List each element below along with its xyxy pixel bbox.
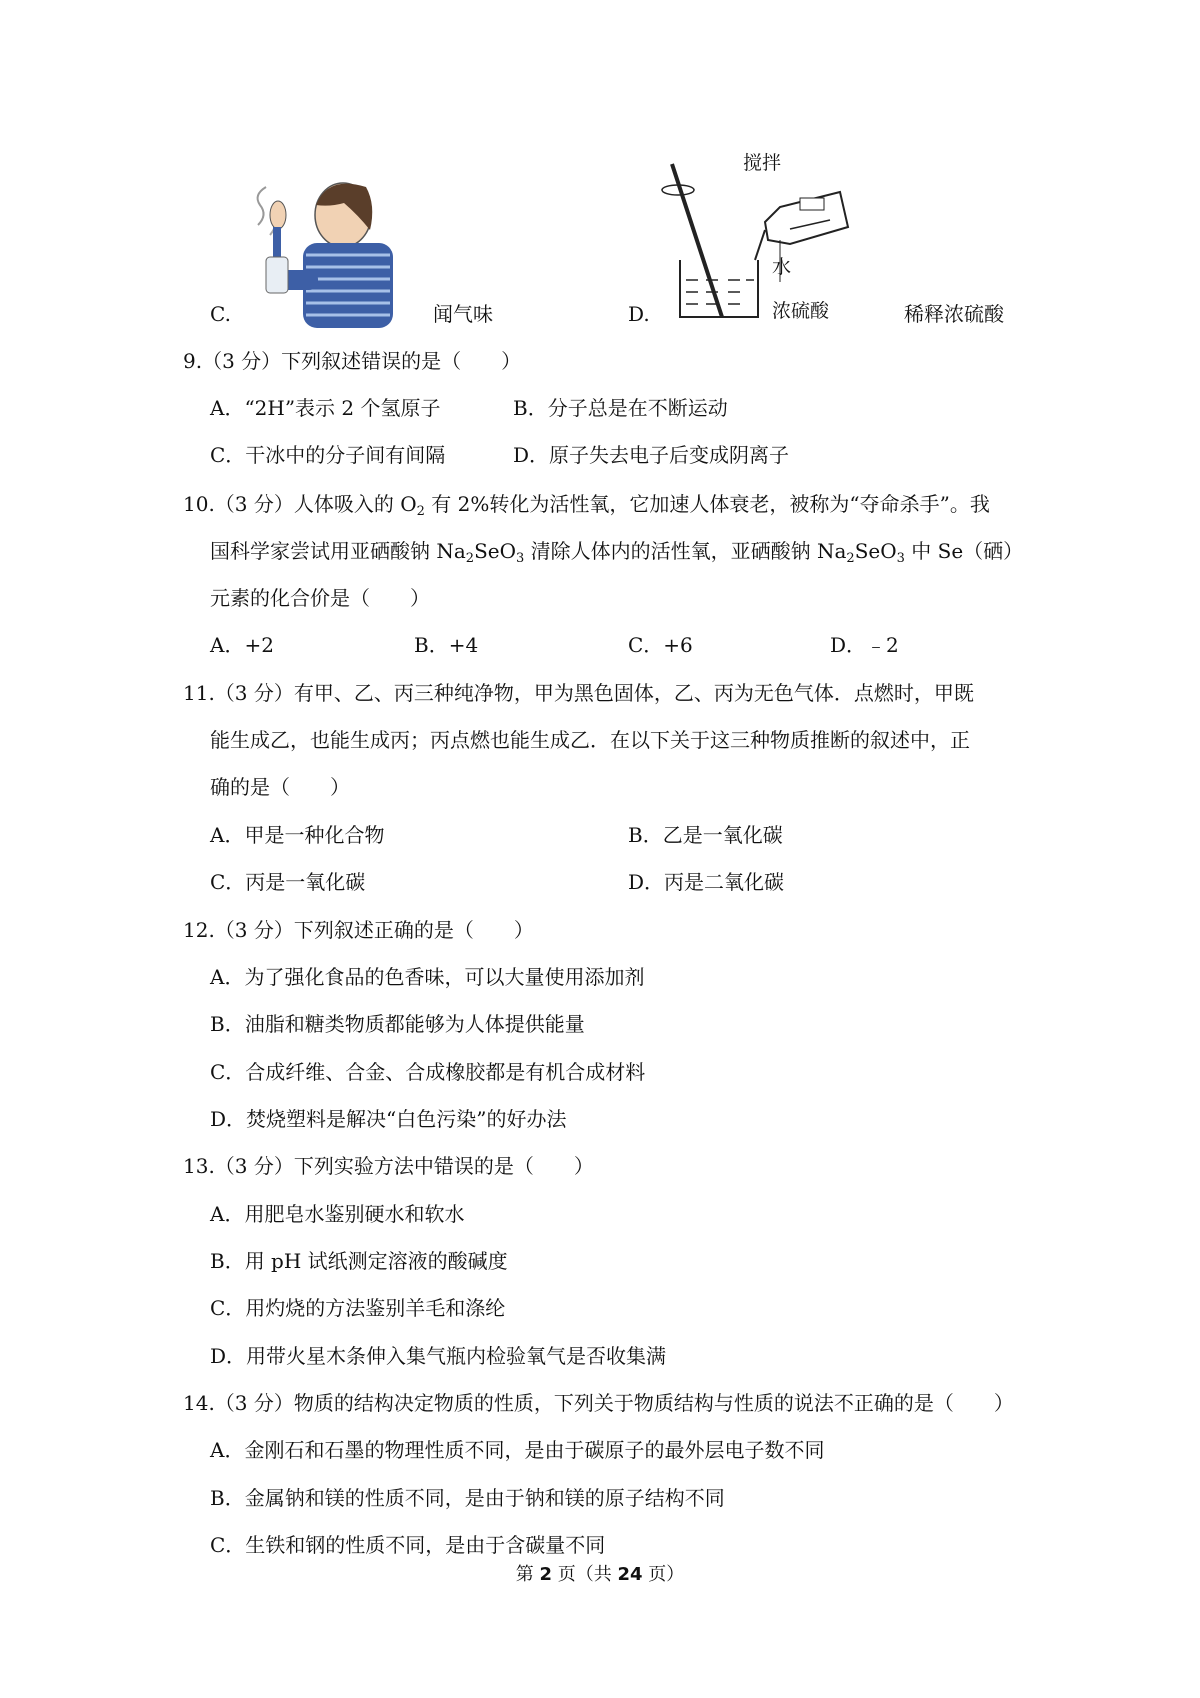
page-total: 24: [617, 1564, 643, 1585]
q14-option-b: B．金属钠和镁的性质不同，是由于钠和镁的原子结构不同: [210, 1486, 725, 1510]
q12-option-c: C．合成纤维、合金、合成橡胶都是有机合成材料: [210, 1060, 646, 1084]
q12-option-b: B．油脂和糖类物质都能够为人体提供能量: [210, 1012, 585, 1036]
q10-line-2: 国科学家尝试用亚硒酸钠 $Na_2SeO_3$ 清除人体内的活性氧，亚硒酸钠 $Na_2SeO_3$ 中 Se（硒）: [210, 539, 1024, 566]
q12-option-a: A．为了强化食品的色香味，可以大量使用添加剂: [210, 965, 645, 989]
bottle-label: [800, 198, 824, 210]
q13-option-c: C．用灼烧的方法鉴别羊毛和涤纶: [210, 1296, 506, 1320]
q11-line-2: 能生成乙，也能生成丙；丙点燃也能生成乙．在以下关于这三种物质推断的叙述中，正: [210, 728, 970, 752]
q14-option-a: A．金刚石和石墨的物理性质不同，是由于碳原子的最外层电子数不同: [210, 1438, 825, 1462]
bottle-shape: [266, 257, 288, 293]
q9-option-b: B．分子总是在不断运动: [513, 396, 728, 420]
q10-line-1: 10.（3 分）人体吸入的 $O_2$ 有 2%转化为活性氧，它加速人体衰老，被称为“夺命杀手”。我: [183, 492, 990, 519]
waving-hand: [270, 201, 286, 229]
stir-label: 搅拌: [743, 152, 782, 174]
fume-line-1: [258, 187, 266, 225]
q11-option-d: D．丙是二氧化碳: [628, 870, 785, 894]
pour-stream: [755, 230, 765, 260]
q14-stem: 14.（3 分）物质的结构决定物质的性质，下列关于物质结构与性质的说法不正确的是（ ）: [183, 1391, 1014, 1415]
q11-line-1: 11.（3 分）有甲、乙、丙三种纯净物，甲为黑色固体，乙、丙为无色气体．点燃时，甲既: [183, 681, 974, 705]
page-number: 2: [539, 1564, 552, 1585]
water-label: 水: [772, 256, 792, 278]
acid-label: 浓硫酸: [772, 300, 830, 322]
q10-option-a: A．+2: [210, 633, 274, 657]
q13-option-d: D．用带火星木条伸入集气瓶内检验氧气是否收集满: [210, 1344, 667, 1368]
q10-option-c: C．+6: [628, 633, 693, 657]
q9-option-c: C．干冰中的分子间有间隔: [210, 443, 446, 467]
smelling-figure: [248, 175, 398, 330]
q12-stem: 12.（3 分）下列叙述正确的是（ ）: [183, 918, 534, 942]
q13-option-b: B．用 pH 试纸测定溶液的酸碱度: [210, 1249, 508, 1273]
q10-option-b: B．+4: [414, 633, 479, 657]
q9-stem: 9.（3 分）下列叙述错误的是（ ）: [183, 349, 522, 373]
q11-line-3: 确的是（ ）: [210, 775, 350, 799]
q9-option-a: A．“2H”表示 2 个氢原子: [210, 396, 441, 420]
q13-stem: 13.（3 分）下列实验方法中错误的是（ ）: [183, 1154, 594, 1178]
q11-option-a: A．甲是一种化合物: [210, 823, 385, 847]
q13-option-a: A．用肥皂水鉴别硬水和软水: [210, 1202, 465, 1226]
q9-option-d: D．原子失去电子后变成阴离子: [513, 443, 790, 467]
q10-line-3: 元素的化合价是（ ）: [210, 586, 430, 610]
q10-option-d: D．﹣2: [830, 633, 899, 657]
option-c-label: C.: [210, 302, 231, 326]
q11-option-b: B．乙是一氧化碳: [628, 823, 783, 847]
page-footer: 第 2 页（共 24 页）: [515, 1564, 685, 1585]
option-d-label: D.: [628, 302, 650, 326]
option-d-caption: 稀释浓硫酸: [904, 302, 1004, 326]
q12-option-d: D．焚烧塑料是解决“白色污染”的好办法: [210, 1107, 567, 1131]
q11-option-c: C．丙是一氧化碳: [210, 870, 366, 894]
q14-option-c: C．生铁和钢的性质不同，是由于含碳量不同: [210, 1533, 606, 1557]
option-c-caption: 闻气味: [433, 302, 493, 326]
